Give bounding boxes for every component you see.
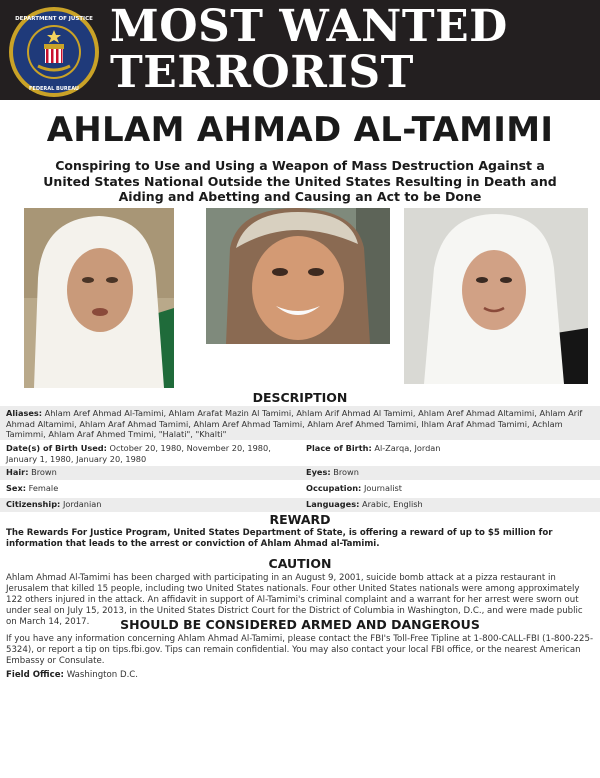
birth-date-label: Date(s) of Birth Used: (6, 443, 107, 453)
detail-left (0, 466, 300, 479)
birth-place-value: Al-Zarqa, Jordan (374, 443, 441, 453)
aliases-row (0, 406, 600, 440)
birth-date-value: October 20, 1980, November 20, 1980, January 1, 1980, January 20, 1980 (6, 443, 271, 464)
hair-value: Brown (31, 467, 57, 477)
detail-row (0, 498, 600, 512)
hair-label: Hair: (6, 467, 29, 477)
subject-photo-2 (206, 208, 390, 344)
detail-row (0, 442, 600, 464)
contact-instructions: If you have any information concerning Ahlam Ahmad Al-Tamimi, please contact the FBI's Toll-Free Tipline at 1-800-CALL-FBI (1-800-225-5324), or report a tip on tips.fbi.gov. Tips can remain confidential. You may also contact your local FBI office, or the nearest American Embassy or Consulate. (6, 634, 594, 666)
occupation-label: Occupation: (306, 483, 362, 493)
eyes-value: Brown (333, 467, 359, 477)
caution-heading: CAUTION (268, 556, 332, 571)
field-office (6, 670, 594, 681)
sex-label: Sex: (6, 483, 27, 493)
caution-text: Ahlam Ahmad Al-Tamimi has been charged with participating in an August 9, 2001, suicide bomb attack at a pizza restaurant in Jerusalem that killed 15 people, including two United States nationals. Four other United States nationals were among approximately 122 others injured in the attack. An affidavit in support of Al-Tamimi's criminal complaint and a warrant for her arrest were sworn out under seal on July 15, 2013, in the United States District Court for the District of Columbia in Washington, D.C., and were made public on March 14, 2017. (6, 573, 583, 627)
reward-heading: REWARD (269, 512, 331, 527)
occupation-value: Journalist (363, 483, 403, 493)
aliases-value: Ahlam Aref Ahmad Al-Tamimi, Ahlam Arafat Mazin Al Tamimi, Ahlam Arif Ahmad Al Tamimi, Ahlam Aref Ahmad Altamimi, Ahlam Arif Ahmad Altamimi, Ahlam Araf Ahmad Tamimi, Ahlam Aref Ahmad Tamimi, Ahlam Aref Ahmed Tamimi, Ihlam Araf Ahmad Tamimi, Achlam Tamimmi, Ahlam Araf Ahmed Tmimi, "Halati", "Khalti" (6, 408, 583, 440)
languages-label: Languages: (306, 499, 360, 509)
citizenship-label: Citizenship: (6, 499, 61, 509)
aliases-label: Aliases: (6, 408, 43, 418)
birth-place-label: Place of Birth: (306, 443, 372, 453)
detail-left (0, 482, 300, 495)
detail-right (300, 482, 600, 495)
detail-row (0, 466, 600, 480)
field-office-label: Field Office: (6, 670, 64, 680)
description-heading: DESCRIPTION (252, 390, 348, 405)
header-banner (0, 0, 600, 100)
detail-left (0, 498, 300, 511)
svg-text:DEPARTMENT OF JUSTICE: DEPARTMENT OF JUSTICE (15, 16, 93, 22)
details-table (0, 442, 600, 512)
subject-photo-3 (404, 208, 588, 384)
detail-right (300, 442, 600, 455)
subject-name: AHLAM AHMAD AL-TAMIMI (46, 110, 554, 150)
title-line-2: TERRORIST (110, 47, 414, 98)
armed-dangerous-heading: SHOULD BE CONSIDERED ARMED AND DANGEROUS (120, 617, 480, 632)
subject-photo-1 (24, 208, 174, 388)
eyes-label: Eyes: (306, 467, 331, 477)
detail-row (0, 482, 600, 496)
detail-right (300, 466, 600, 479)
charges-text: Conspiring to Use and Using a Weapon of Mass Destruction Against a United States National Outside the United States Resulting in Death and Aiding and Abetting and Causing an Act to be Done (43, 158, 557, 204)
languages-value: Arabic, English (361, 499, 423, 509)
poster-title (110, 1, 598, 98)
title-line-1: MOST WANTED (110, 1, 508, 52)
reward-text: The Rewards For Justice Program, United States Department of State, is offering a reward of up to $5 million for information that leads to the arrest or conviction of Ahlam Ahmad al-Tamimi. (6, 528, 553, 549)
svg-text:FEDERAL BUREAU: FEDERAL BUREAU (29, 86, 79, 92)
fbi-seal-logo (8, 6, 100, 98)
sex-value: Female (28, 483, 59, 493)
detail-right (300, 498, 600, 511)
detail-left (0, 442, 300, 465)
field-office-value: Washington D.C. (66, 670, 139, 680)
citizenship-value: Jordanian (62, 499, 102, 509)
